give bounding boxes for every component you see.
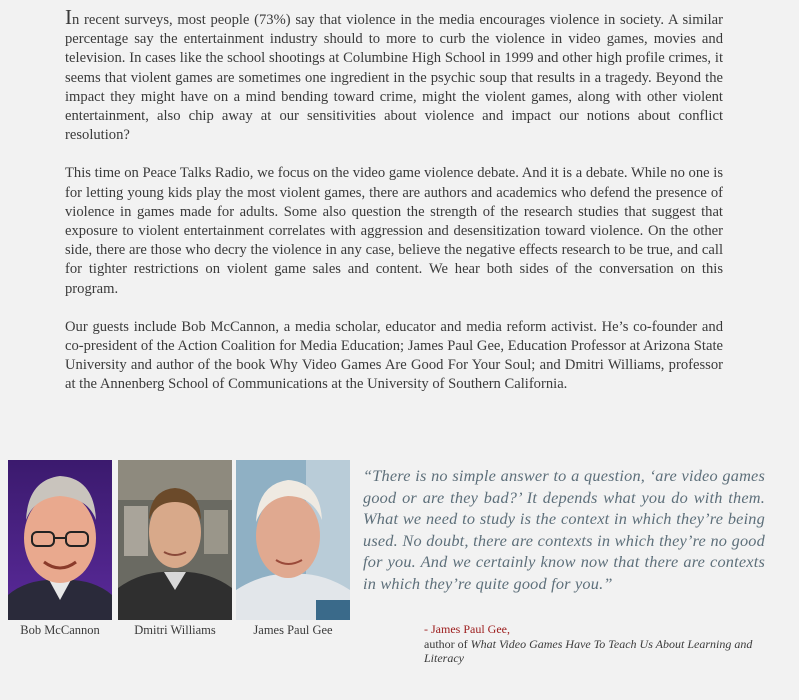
attribution-prefix: - <box>424 622 428 636</box>
photo-dmitri-williams <box>118 460 232 620</box>
guests-paragraph: Our guests include Bob McCannon, a media scholar, educator and media reform activist. He’s co-founder and co-president of the Action Coalition for Media Education; James Paul Gee, Education Professor at Arizona State University and author of the book Why Video Games Are Good For Your Soul; and Dmitri Williams, professor at the Annenberg School of Communications at the University of Southern California. <box>65 318 723 393</box>
attribution-book-line <box>424 637 754 666</box>
attribution-role: author of <box>424 636 468 651</box>
intro-paragraph-text: n recent surveys, most people (73%) say that violence in the media encourages violence in society. A similar percentage say the entertainment industry should to more to curb the violence in video games, movies and television. In cases like the school shootings at Columbine High School in 1999 and other high profile crimes, it seems that violent games are sometimes one ingredient in the psychic soup that results in a tragedy. Beyond the impact they might have on a mind bending toward crime, might the violent games, along with other violent entertainment, also chip away at our sensitivities about violence and impact our notions about conflict resolution? <box>65 12 723 144</box>
photo-bob-mccannon <box>8 460 112 620</box>
attribution-book-title: What Video Games Have To Teach Us About Learning and Literacy <box>424 636 753 665</box>
caption-dmitri-williams: Dmitri Williams <box>134 623 216 637</box>
attribution-line <box>424 622 754 637</box>
caption-bob-mccannon: Bob McCannon <box>20 623 100 637</box>
program-paragraph: This time on Peace Talks Radio, we focus on the video game violence debate. And it is a debate. While no one is for letting young kids play the most violent games, there are authors and academics who defend the presence of violence in games made for adults. Some also question the strength of the research studies that suggest that exposure to violent entertainment correlates with aggression and desensitization toward violence. On the other side, there are those who decry the violence in any case, believe the negative effects research to be true, and call for tighter restrictions on violent game sales and content. We hear both sides of the conversation on this program. <box>65 165 723 297</box>
photo-james-paul-gee <box>236 460 350 620</box>
article-body <box>65 5 723 414</box>
drop-cap: I <box>65 5 72 29</box>
pull-quote: “There is no simple answer to a question, ‘are video games good or are they bad?’ It depends what you do with them. What we need to study is the context in which they’re being used. No doubt, there are contexts in which they’re no good for you. And we certainly know now that there are contexts in which they’re quite good for you.” <box>363 466 765 593</box>
intro-paragraph <box>65 5 723 145</box>
quote-attribution <box>424 622 754 666</box>
attribution-name: James Paul Gee, <box>431 622 510 636</box>
caption-james-paul-gee: James Paul Gee <box>253 623 333 637</box>
